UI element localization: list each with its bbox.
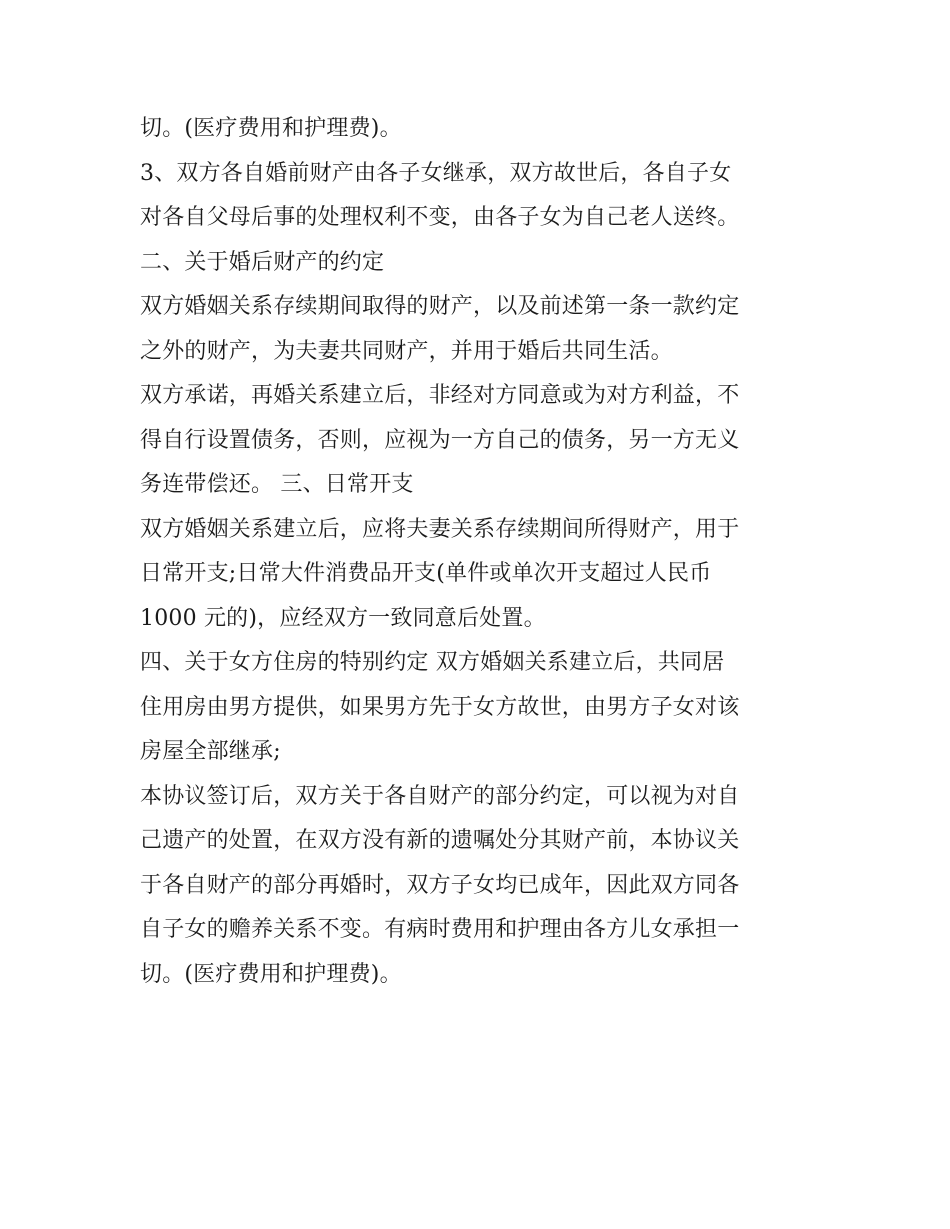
text-line: 1000 元的)，应经双方一致同意后处置。 [140,605,546,631]
text-line: 本协议签订后，双方关于各自财产的部分约定，可以视为对自 [140,783,740,809]
text-line: 对各自父母后事的处理权利不变，由各子女为自己老人送终。 [140,205,740,230]
text-line: 切。(医疗费用和护理费)。 [140,961,402,987]
text-line: 双方承诺，再婚关系建立后，非经对方同意或为对方利益，不 [140,383,740,408]
text-line: 于各自财产的部分再婚时，双方子女均已成年，因此双方同各 [140,872,740,898]
text-line: 双方婚姻关系建立后，应将夫妻关系存续期间所得财产，用于 [140,516,740,542]
text-line: 之外的财产，为夫妻共同财产，并用于婚后共同生活。 [140,338,673,364]
section-heading: 二、关于婚后财产的约定 [140,249,385,275]
text-line: 住用房由男方提供，如果男方先于女方故世，由男方子女对该 [140,694,740,720]
text-line: 四、关于女方住房的特别约定 双方婚姻关系建立后，共同居 [140,650,725,675]
text-line: 己遗产的处置，在双方没有新的遗嘱处分其财产前，本协议关 [140,828,740,853]
text-line: 务连带偿还。 三、日常开支 [140,472,414,497]
text-line: 切。(医疗费用和护理费)。 [140,116,402,141]
document-body [140,107,830,997]
text-line: 双方婚姻关系存续期间取得的财产，以及前述第一条一款约定 [140,294,740,319]
text-line: 日常开支;日常大件消费品开支(单件或单次开支超过人民币 [140,561,712,586]
text-line: 得自行设置债务，否则，应视为一方自己的债务，另一方无义 [140,427,740,453]
text-line: 房屋全部继承; [140,739,281,764]
text-line: 自子女的赡养关系不变。有病时费用和护理由各方儿女承担一 [140,917,740,942]
text-line: 3、双方各自婚前财产由各子女继承，双方故世后，各自子女 [140,160,732,186]
